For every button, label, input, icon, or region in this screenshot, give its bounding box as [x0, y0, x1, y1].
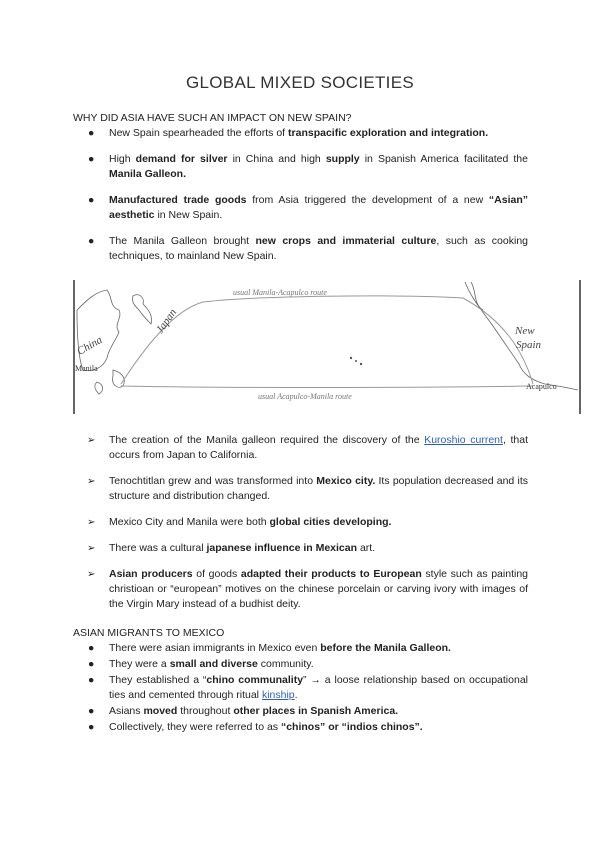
list-item: ● New Spain spearheaded the efforts of transpacific exploration and integration.	[88, 127, 489, 139]
arrow-bullet-icon: ➢	[87, 517, 96, 528]
hawaii-island	[350, 357, 352, 359]
bottom-route-label: usual Acapulco-Manila route	[258, 392, 352, 401]
bullet-icon: ●	[88, 721, 95, 733]
list-item: ➢ The creation of the Manila galleon required the discovery of the Kuroshio current, that occurs from Japan to California.	[87, 434, 528, 461]
bullet-icon: ●	[88, 194, 95, 206]
arrow-bullet-icon: ➢	[87, 569, 96, 580]
acapulco-label: Acapulco	[526, 382, 557, 391]
bullet-icon: ●	[88, 674, 95, 686]
list-item: ➢ Mexico City and Manila were both global cities developing.	[87, 516, 392, 528]
section-heading-asia-impact: WHY DID ASIA HAVE SUCH AN IMPACT ON NEW SPAIN?	[73, 112, 352, 124]
list-item: ● Collectively, they were referred to as “chinos” or “indios chinos”.	[88, 721, 423, 733]
bullet-icon: ●	[88, 705, 95, 717]
kuroshio-current-link[interactable]: Kuroshio current	[424, 434, 503, 446]
bullet-icon: ●	[88, 658, 95, 670]
japan-islands	[132, 295, 151, 324]
list-item: ● They established a “chino communality” → a loose relationship based on occupational ties and cemented through ritual kinship.	[88, 674, 528, 701]
new-spain-label-1: New	[515, 325, 535, 337]
china-label: China	[75, 333, 105, 358]
hawaii-island	[360, 363, 362, 365]
manila-label: Manila	[75, 364, 98, 373]
philippines-islands	[95, 370, 124, 394]
arrow-bullet-icon: ➢	[87, 435, 96, 446]
bullet-icon: ●	[88, 127, 95, 139]
top-route-line	[121, 296, 533, 384]
page-title: GLOBAL MIXED SOCIETIES	[186, 73, 414, 92]
new-spain-label-2: Spain	[516, 339, 542, 351]
list-item: ● The Manila Galleon brought new crops and immaterial culture, such as cooking techniques, to mainland New Spain.	[88, 235, 528, 262]
list-item: ➢ There was a cultural japanese influence in Mexican art.	[87, 542, 376, 554]
japan-label: Japan	[153, 306, 180, 336]
list-item: ● Asians moved throughout other places in Spanish America.	[88, 705, 399, 717]
list-item: ➢ Tenochtitlan grew and was transformed into Mexico city. Its population decreased and its structure and distribution changed.	[87, 475, 528, 502]
list-item: ● They were a small and diverse community.	[88, 658, 314, 670]
list-item: ➢ Asian producers of goods adapted their products to European style such as painting christioan or “european” motives on the chinese porcelain or carving ivory with images of the Virgin Mary instead of a budhist deity.	[87, 568, 528, 610]
kinship-link[interactable]: kinship	[261, 689, 295, 701]
arrow-bullet-icon: ➢	[87, 543, 96, 554]
list-item: ● There were asian immigrants in Mexico even before the Manila Galleon.	[88, 642, 451, 654]
map-illustration	[73, 280, 581, 414]
hawaii-island	[355, 360, 357, 362]
bullet-icon: ●	[88, 235, 95, 247]
galleon-effects-list	[73, 433, 528, 623]
top-route-label: usual Manila-Acapulco route	[233, 288, 327, 297]
list-item: ● Manufactured trade goods from Asia triggered the development of a new “Asian” aesthetic in New Spain.	[88, 194, 528, 221]
bullet-icon: ●	[88, 642, 95, 654]
galleon-route-map	[73, 280, 581, 414]
asian-migrants-list	[73, 641, 528, 736]
bullet-icon: ●	[88, 153, 95, 165]
arrow-bullet-icon: ➢	[87, 476, 96, 487]
asia-coast	[77, 290, 120, 371]
bottom-route-line	[121, 386, 533, 388]
list-item: ● High demand for silver in China and high supply in Spanish America facilitated the Manila Galleon.	[88, 153, 528, 180]
asia-impact-list	[73, 126, 528, 275]
section-heading-asian-migrants: ASIAN MIGRANTS TO MEXICO	[73, 627, 225, 639]
